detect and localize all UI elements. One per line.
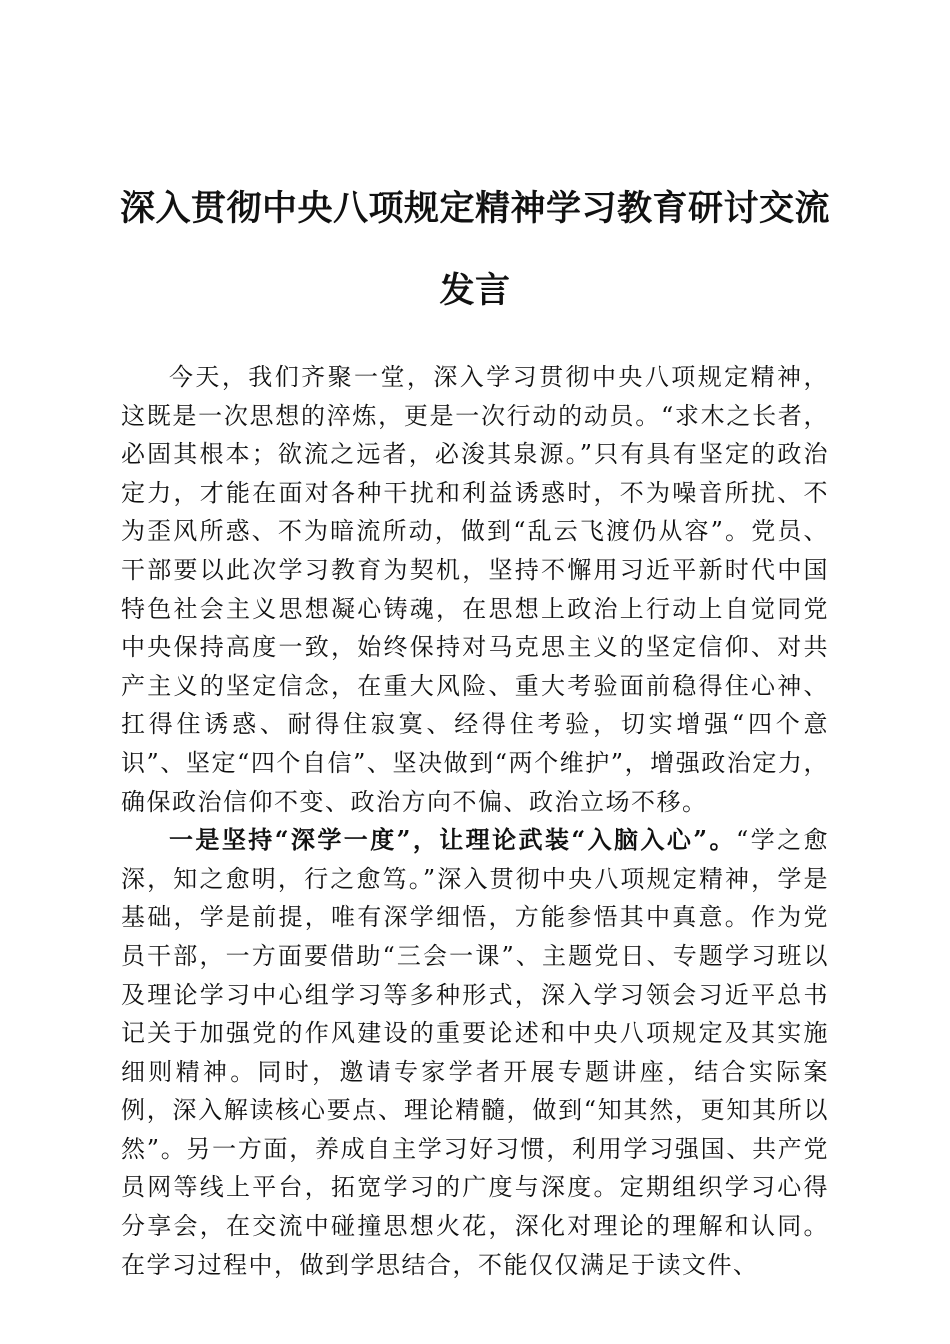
paragraph-intro-text: 今天，我们齐聚一堂，深入学习贯彻中央八项规定精神，这既是一次思想的淬炼，更是一次行动的动员。“求木之长者，必固其根本；欲流之远者，必浚其泉源。”只有具有坚定的政治定力，才能在面对各种干扰和利益诱惑时，不为噪音所扰、不为歪风所惑、不为暗流所动，做到“乱云飞渡仍从容”。党员、干部要以此次学习教育为契机，坚持不懈用习近平新时代中国特色社会主义思想凝心铸魂，在思想上政治上行动上自觉同党中央保持高度一致，始终保持对马克思主义的坚定信仰、对共产主义的坚定信念，在重大风险、重大考验面前稳得住心神、扛得住诱惑、耐得住寂寞、经得住考验，切实增强“四个意识”、坚定“四个自信”、坚决做到“两个维护”，增强政治定力，确保政治信仰不变、政治方向不偏、政治立场不移。: [121, 363, 829, 816]
paragraph-point-one-text: “学之愈深，知之愈明，行之愈笃。”深入贯彻中央八项规定精神，学是基础，学是前提，唯有深学细悟，方能参悟其中真意。作为党员干部，一方面要借助“三会一课”、主题党日、专题学习班以及理论学习中心组学习等多种形式，深入学习领会习近平总书记关于加强党的作风建设的重要论述和中央八项规定及其实施细则精神。同时，邀请专家学者开展专题讲座，结合实际案例，深入解读核心要点、理论精髓，做到“知其然，更知其所以然”。另一方面，养成自主学习好习惯，利用学习强国、共产党员网等线上平台，拓宽学习的广度与深度。定期组织学习心得分享会，在交流中碰撞思想火花，深化对理论的理解和认同。在学习过程中，做到学思结合，不能仅仅满足于读文件、: [121, 826, 829, 1279]
paragraph-point-one: [121, 821, 829, 1284]
document-title: 深入贯彻中央八项规定精神学习教育研讨交流发言: [119, 188, 830, 311]
document-body: [121, 358, 829, 1284]
paragraph-intro: [121, 358, 829, 821]
paragraph-point-one-heading: 一是坚持“深学一度”，让理论武装“入脑入心”。: [169, 825, 736, 855]
